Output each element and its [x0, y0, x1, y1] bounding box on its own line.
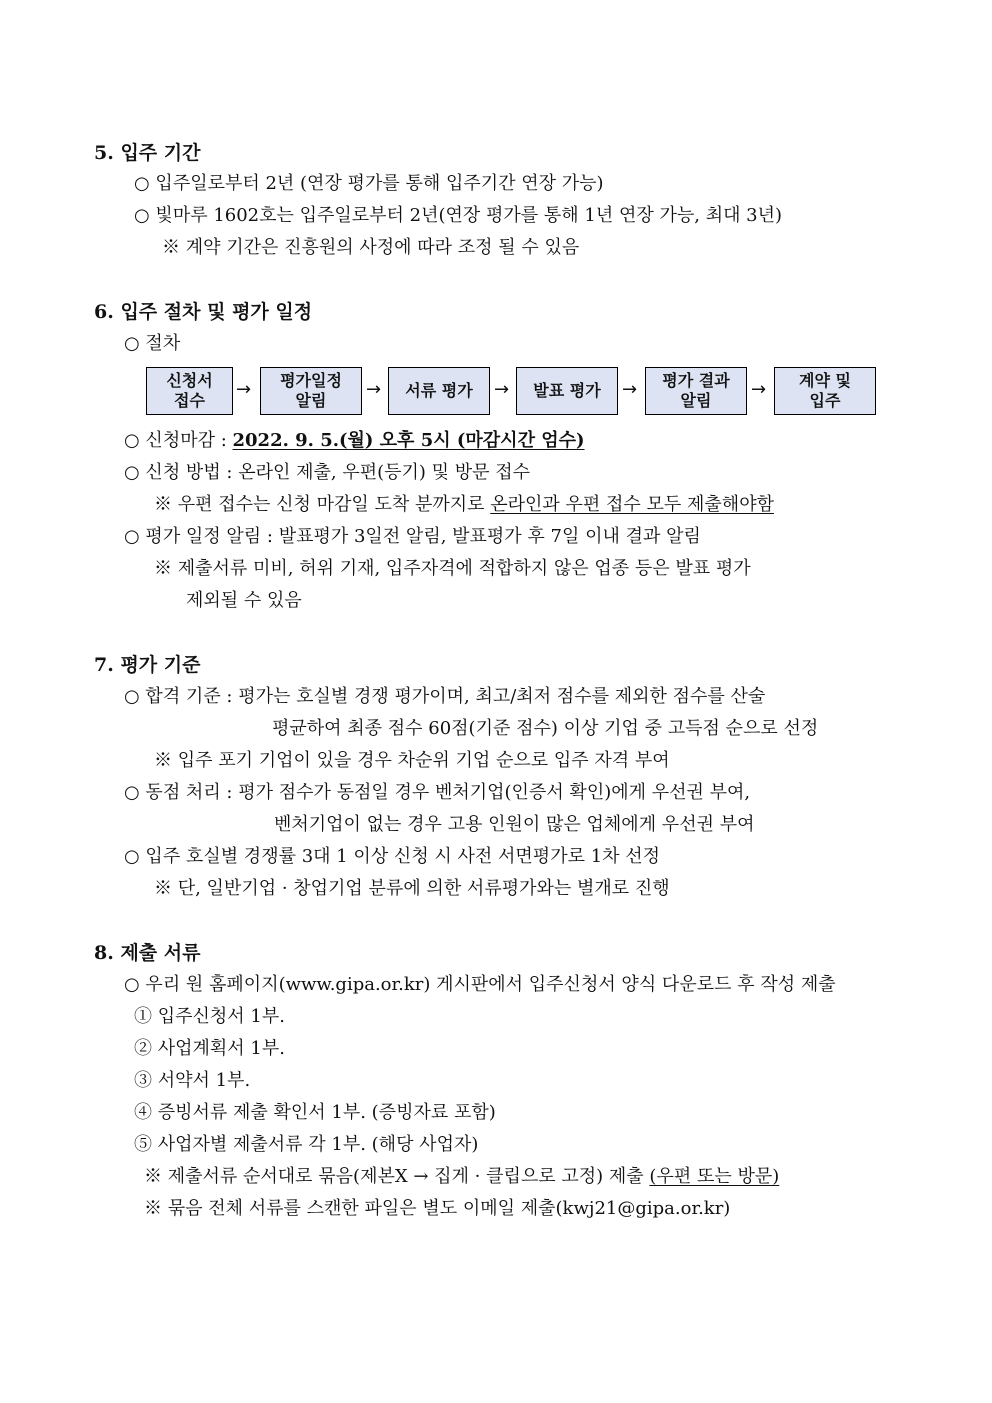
flow-step-schedule: 평가일정 알림 [260, 367, 362, 415]
deadline-label: ○ 신청마감 : [124, 430, 233, 451]
arrow-icon: → [494, 379, 510, 400]
arrow-icon: → [622, 379, 638, 400]
arrow-icon: → [751, 379, 767, 400]
arrow-icon: → [236, 379, 252, 400]
tie-handling-line1: ○ 동점 처리 : 평가 점수가 동점일 경우 벤처기업(인증서 확인)에게 우선권 부여, [124, 782, 751, 803]
doc-item: ③ 서약서 1부. [134, 1070, 251, 1091]
schedule-note-line1: ※ 제출서류 미비, 허위 기재, 입주자격에 적합하지 않은 업종 등은 발표 평가 [154, 558, 751, 579]
section5-item2: ○ 빛마루 1602호는 입주일로부터 2년(연장 평가를 통해 1년 연장 가능, 최대 3년) [134, 205, 783, 226]
submission-intro: ○ 우리 원 홈페이지(www.gipa.or.kr) 게시판에서 입주신청서 양식 다운로드 후 작성 제출 [124, 974, 836, 995]
apply-method-note [154, 493, 774, 517]
flow-step-document-review: 서류 평가 [388, 367, 490, 415]
flow-step-contract: 계약 및 입주 [774, 367, 876, 415]
arrow-icon: → [366, 379, 382, 400]
flow-step-presentation: 발표 평가 [516, 367, 618, 415]
flow-step-apply: 신청서 접수 [146, 367, 233, 415]
section5-note: ※ 계약 기간은 진흥원의 사정에 따라 조정 될 수 있음 [162, 237, 580, 258]
schedule-notice: ○ 평가 일정 알림 : 발표평가 3일전 알림, 발표평가 후 7일 이내 결과 알림 [124, 526, 701, 547]
doc-item: ① 입주신청서 1부. [134, 1006, 285, 1027]
pass-criteria-line1: ○ 합격 기준 : 평가는 호실별 경쟁 평가이며, 최고/최저 점수를 제외한 점수를 산술 [124, 686, 766, 707]
deadline-value: 2022. 9. 5.(월) 오후 5시 (마감시간 엄수) [232, 430, 585, 451]
submission-note2: ※ 묶음 전체 서류를 스캔한 파일은 별도 이메일 제출(kwj21@gipa.or.kr) [144, 1198, 731, 1219]
section5-item1: ○ 입주일로부터 2년 (연장 평가를 통해 입주기간 연장 가능) [134, 173, 604, 194]
submission-note1-text: ※ 제출서류 순서대로 묶음(제본X → 집게 · 클립으로 고정) 제출 [144, 1166, 650, 1187]
apply-method: ○ 신청 방법 : 온라인 제출, 우편(등기) 및 방문 접수 [124, 462, 531, 483]
section8-title: 8. 제출 서류 [94, 942, 201, 964]
submission-note1-emphasis: (우편 또는 방문) [649, 1166, 780, 1187]
schedule-note-line2: 제외될 수 있음 [186, 590, 302, 611]
doc-item: ② 사업계획서 1부. [134, 1038, 285, 1059]
doc-item: ④ 증빙서류 제출 확인서 1부. (증빙자료 포함) [134, 1102, 496, 1123]
section5-title: 5. 입주 기간 [94, 142, 201, 164]
section6-title: 6. 입주 절차 및 평가 일정 [94, 301, 313, 323]
procedure-label: ○ 절차 [124, 333, 181, 354]
flow-step-result: 평가 결과 알림 [645, 367, 747, 415]
section7-title: 7. 평가 기준 [94, 654, 201, 676]
method-note-emphasis: 온라인과 우편 접수 모두 제출해야함 [490, 494, 774, 515]
tie-handling-line2: 벤처기업이 없는 경우 고용 인원이 많은 업체에게 우선권 부여 [274, 814, 755, 835]
pass-criteria-note: ※ 입주 포기 기업이 있을 경우 차순위 기업 순으로 입주 자격 부여 [154, 750, 670, 771]
doc-item: ⑤ 사업자별 제출서류 각 1부. (해당 사업자) [134, 1134, 479, 1155]
submission-note1 [144, 1165, 779, 1189]
pass-criteria-line2: 평균하여 최종 점수 60점(기준 점수) 이상 기업 중 고득점 순으로 선정 [272, 718, 819, 739]
competition-rule: ○ 입주 호실별 경쟁률 3대 1 이상 신청 시 사전 서면평가로 1차 선정 [124, 846, 661, 867]
deadline-line [124, 429, 585, 453]
method-note-text: ※ 우편 접수는 신청 마감일 도착 분까지로 [154, 494, 491, 515]
competition-note: ※ 단, 일반기업 · 창업기업 분류에 의한 서류평가와는 별개로 진행 [154, 878, 670, 899]
